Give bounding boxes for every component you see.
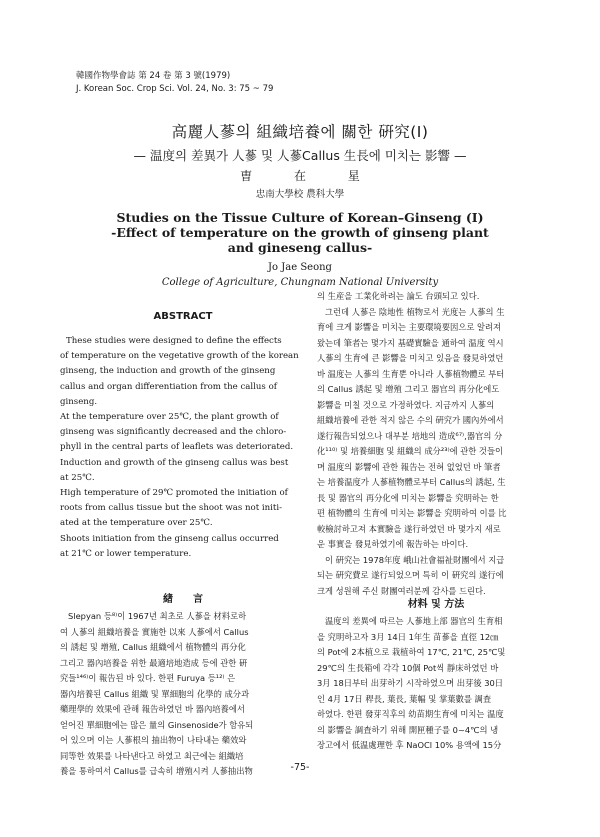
intro-continued-line: 는 培養温度가 人蔘植物體로부터 Callus의 誘起, 生 [317,477,506,487]
intro-line: 어 있으며 이는 人蔘根의 抽出物이 나타내는 藥效와 [60,735,247,745]
abstract-line: at 21℃ or lower temperature. [60,548,192,559]
page-number: -75- [290,762,310,773]
abstract-line: ginseng, the induction and growth of the ginseng [60,366,276,377]
affiliation-korean: 忠南大學校 農科大學 [255,189,345,200]
methods-line: 3月 18日부터 出芽하기 시작하였으며 出芽後 30日 [317,678,504,688]
abstract-line: ated at the temperature over 25℃. [60,518,213,529]
title-english-line: Studies on the Tissue Culture of Korean–Ginseng (Ⅰ) [116,210,484,225]
title-english-line: -Effect of temperature on the growth of ginseng plant [111,225,489,240]
intro-continued-line: 影響을 미칠 것으로 가정하였다. 지금까지 人蔘의 [317,399,495,410]
abstract-body [60,334,306,562]
methods-line: 을 究明하고자 3月 14日 1年生 苗蔘을 直徑 12㎝ [317,631,499,642]
right-column-intro-continued [317,289,555,599]
abstract-line: Shoots initiation from the ginseng callus occurred [60,533,279,544]
methods-line: 의 影響을 調査하기 위해 開匣種子를 0~4℃의 냉 [317,724,499,735]
intro-continued-line: 그런데 人蔘은 陰地性 植物로서 光度는 人蔘의 生 [325,306,505,317]
intro-continued-line: 편 植物體의 生育에 미치는 影響을 究明하여 이를 比 [317,508,507,518]
methods-line: 장고에서 低温處理한 후 NaOCl 10% 용액에 15分 [317,740,502,750]
methods-body [317,614,555,754]
abstract-line: ginseng was significantly decreased and the chloro- [60,427,287,438]
abstract-line: ginseng. [60,396,98,407]
abstract-line: These studies were designed to define the effects [66,336,282,346]
title-english-line: and gineseng callus- [227,240,373,255]
intro-line: 究들¹⁴⁶⁾이 報告된 바 있다. 한편 Furuya 등¹²⁾ 은 [60,673,236,683]
methods-line: 29℃의 生長箱에 각각 10個 Pot씩 靜床하였던 바 [317,662,499,673]
intro-continued-line: 長 및 器官의 再分化에 미치는 影響을 究明하는 한 [317,492,499,503]
acknowledgement-line: 되는 硏究費로 遂行되었으며 특히 이 硏究의 遂行에 [317,570,504,580]
abstract-line: roots from callus tissue but the shoot was not initi- [60,503,283,514]
author-english: Jo Jae Seong [268,262,332,273]
journal-line-english: J. Korean Soc. Crop Sci. Vol. 24, No. 3: 75 ~ 79 [76,84,274,94]
intro-continued-line: 왔는데 筆者는 몇가지 基礎實驗을 通하여 温度 역시 [317,337,504,348]
intro-continued-line: 人蔘의 生育에 큰 影響을 미치고 있음을 發見하였던 [317,353,504,363]
intro-continued-line: 育에 크게 影響을 미치는 主要環境要因으로 알려져 [317,322,502,332]
intro-line: 여 人蔘의 組織培養을 實施한 以來 人蔘에서 Callus [60,626,249,637]
affiliation-english: College of Agriculture, Chungnam National University [161,277,439,288]
intro-continued-line: 化¹¹⁰⁾ 및 培養細胞 및 組織의 成分²³⁾에 관한 것들이 [317,446,503,456]
introduction-body [60,609,306,780]
abstract-line: callus and organ differentiation from the callus of [60,381,277,392]
abstract-line: at 25℃. [60,472,95,483]
title-korean: 高麗人蔘의 組織培養에 關한 硏究(Ⅰ) [171,123,429,141]
acknowledgement-line: 크게 성원해 주신 財團여러분께 감사를 드린다. [317,585,486,596]
intro-continued-line: 組織培養에 관한 적지 않은 수의 硏究가 國內外에서 [317,415,504,425]
intro-line: 養을 통하여서 Callus를 급속히 增殖시켜 人蔘抽出物 [60,766,253,776]
abstract-line: High temperature of 29℃ promoted the initiation of [60,488,288,499]
introduction-heading: 緖 言 [163,594,203,605]
intro-line: 藥理學的 效果에 관해 報告하였던 바 器內培養에서 [60,704,245,714]
methods-line: 하였다. 한편 發芽직후의 幼苗期生育에 미치는 温度 [317,709,504,719]
abstract-heading: ABSTRACT [153,311,213,322]
abstract-line: Induction and growth of the ginseng callus was best [60,457,289,468]
abstract-line: phyll in the central parts of leaflets was deteriorated. [60,442,294,453]
intro-continued-line: 遂行報告되었으나 대부분 培地의 造成⁶⁷⁾,器官의 分 [317,430,503,441]
intro-continued-line: 의 Callus 誘起 및 增殖 그리고 器官의 再分化에도 [317,384,500,394]
methods-line: 温度의 差異에 따르는 人蔘地上部 器官의 生育相 [325,616,503,626]
intro-line: Slepyan 등⁸⁾이 1967년 최초로 人蔘을 材料로하 [68,611,247,621]
intro-line: 그리고 器內培養을 위한 最適培地造成 등에 관한 硏 [60,657,248,668]
methods-heading: 材料 및 方法 [407,599,465,610]
intro-continued-line: 운 事實을 發見하였기에 報告하는 바이다. [317,539,469,549]
abstract-line: of temperature on the vegetative growth of the korean [60,351,299,362]
abstract-line: At the temperature over 25℃, the plant growth of [60,412,279,423]
methods-line: 의 Pot에 2本植으로 栽植하여 17℃, 21℃, 25℃및 [317,647,506,657]
intro-continued-line: 며 温度의 影響에 관한 報告는 전혀 없었던 바 筆者 [317,461,501,472]
intro-continued-line: 바 温度는 人蔘의 生育뿐 아니라 人蔘植物體로 부터 [317,368,505,379]
acknowledgement-line: 이 硏究는 1978年度 峨山社會福祉財團에서 지급 [325,554,505,565]
methods-line: 인 4月 17日 稈長, 葉長, 葉幅 및 掌葉數를 調査 [317,693,492,704]
title-english [0,210,600,255]
journal-line-korean: 韓國作物學會誌 第 24 卷 第 3 號(1979) [76,71,231,81]
intro-line: 의 誘起 및 增殖, Callus 組織에서 植物體의 再分化 [60,642,246,652]
author-korean: 曺 在 星 [240,169,360,183]
intro-continued-line: 較檢討하고져 本實驗을 遂行하였던 바 몇가지 새로 [317,523,501,534]
subtitle-korean: — 温度의 差異가 人蔘 및 人蔘Callus 生長에 미치는 影響 — [133,148,467,163]
intro-line: 얻어진 單細胞에는 많은 量의 Ginsenoside가 함유되 [60,719,254,730]
intro-line: 器內培養된 Callus 組織 및 單細胞의 化學的 成分과 [60,688,250,699]
intro-line: 同等한 效果를 나타낸다고 하였고 최근에는 組織培 [60,750,244,761]
journal-header [76,70,273,96]
intro-continued-line: 의 生産을 工業化하려는 論도 台頭되고 있다. [317,291,480,301]
